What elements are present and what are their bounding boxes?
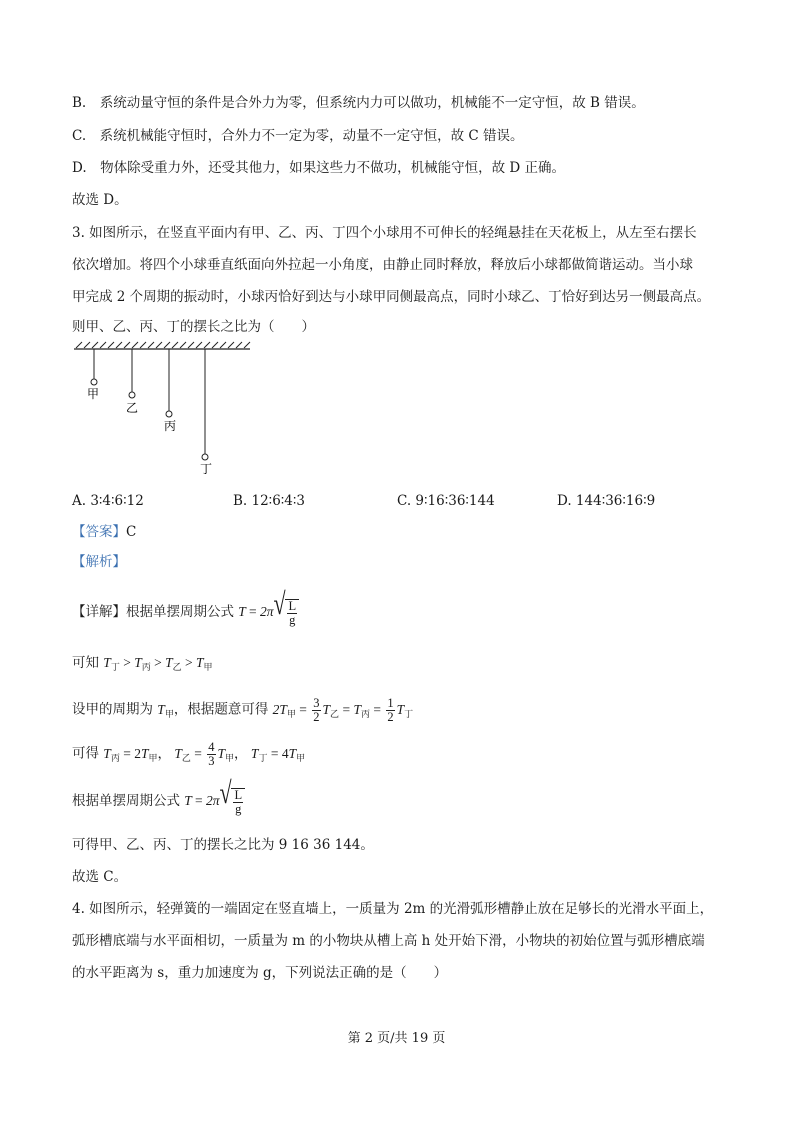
ball-jia	[91, 379, 97, 385]
label-bing: 丙	[164, 419, 177, 433]
result-periods-formula: $T_丙 = 2T_甲$， $T_乙$ = $\frac{4}{3}$ $T_甲$， $T_丁 = 4T_甲$	[103, 740, 306, 768]
formula-again-row	[72, 774, 247, 816]
ceiling	[74, 342, 250, 349]
period-formula-2: T = 2π √ $\frac{L}{g}$	[184, 793, 247, 808]
result-periods-row	[72, 741, 305, 768]
option-b: B. 12∶6∶4∶3	[233, 493, 305, 509]
label-yi: 乙	[126, 401, 139, 415]
q3-stem-line-3: 甲完成 2 个周期的振动时，小球丙恰好到达与小球甲同侧最高点，同时小球乙、丁恰好到达另一侧最高点。	[72, 289, 711, 305]
get-text: 可得	[72, 745, 99, 762]
q3-stem-line-4: 则甲、乙、丙、丁的摆长之比为（ ）	[72, 319, 315, 335]
set-text-2: ，根据题意可得	[173, 701, 269, 718]
relation-formula: $2T_甲$ = $\frac{3}{2}$ $T_乙 = T_丙$ = $\frac{1}{2}$ $T_丁$	[272, 696, 414, 724]
relation-row: 设甲的周期为 $T_甲$，根据题意可得 $2T_甲$ = $\frac{3}{2}$ $T_乙 = T_丙$ = $\frac{1}{2}$ $T_丁$	[72, 696, 414, 724]
answer-value: C	[126, 524, 137, 540]
option-a: A. 3∶4∶6∶12	[72, 493, 144, 509]
detail-text: 根据单摆周期公式	[126, 604, 234, 621]
label-jia: 甲	[87, 387, 100, 401]
answer-tag: 【答案】	[72, 524, 126, 540]
period-order-row	[72, 654, 213, 676]
again-text: 根据单摆周期公式	[72, 793, 180, 810]
label-ding: 丁	[200, 462, 213, 476]
option-d: D. 144∶36∶16∶9	[557, 493, 656, 509]
ball-ding	[202, 454, 208, 460]
q4-stem-line-1: 4. 如图所示，轻弹簧的一端固定在竖直墙上，一质量为 2m 的光滑弧形槽静止放在足够长的光滑水平面上，	[72, 901, 714, 917]
option-c-explanation: C. 系统机械能守恒时，合外力不一定为零，动量不一定守恒，故 C 错误。	[72, 128, 524, 144]
ball-bing	[166, 411, 172, 417]
set-text: 设甲的周期为	[72, 701, 153, 718]
page-footer: 第 2 页/共 19 页	[347, 1031, 446, 1046]
option-b-explanation: B. 系统动量守恒的条件是合外力为零，但系统内力可以做功，机械能不一定守恒，故 B 错误。	[72, 95, 645, 111]
option-d-explanation: D. 物体除受重力外，还受其他力，如果这些力不做功，机械能守恒，故 D 正确。	[72, 160, 566, 176]
ball-yi	[129, 392, 135, 398]
period-formula: T = 2π √ $\frac{L}{g}$	[238, 604, 301, 619]
length-ratio-result: 可得甲、乙、丙、丁的摆长之比为 9 16 36 144。	[72, 837, 374, 853]
analysis-tag: 【解析】	[72, 554, 126, 570]
detail-tag: 【详解】	[72, 604, 126, 621]
pendulum-figure	[72, 341, 262, 481]
option-c: C. 9∶16∶36∶144	[397, 493, 495, 509]
q4-stem-line-3: 的水平距离为 s，重力加速度为 g，下列说法正确的是（ ）	[72, 965, 448, 981]
q2-conclusion: 故选 D。	[72, 192, 128, 208]
know-text: 可知	[72, 655, 99, 671]
detail-row	[72, 585, 301, 627]
q3-stem-line-1: 3. 如图所示，在竖直平面内有甲、乙、丙、丁四个小球用不可伸长的轻绳悬挂在天花板上，从左至右摆长	[72, 225, 697, 241]
q4-stem-line-2: 弧形槽底端与水平面相切，一质量为 m 的小物块从槽上高 h 处开始下滑，小物块的初始位置与弧形槽底端	[72, 933, 705, 949]
q3-stem-line-2: 依次增加。将四个小球垂直纸面向外拉起一小角度，由静止同时释放，释放后小球都做简谐运动。当小球	[72, 257, 693, 273]
period-order-formula: $T_丁 > T_丙 > T_乙 > T_甲$	[103, 655, 213, 672]
answer-row	[72, 523, 136, 541]
q3-conclusion: 故选 C。	[72, 869, 128, 885]
